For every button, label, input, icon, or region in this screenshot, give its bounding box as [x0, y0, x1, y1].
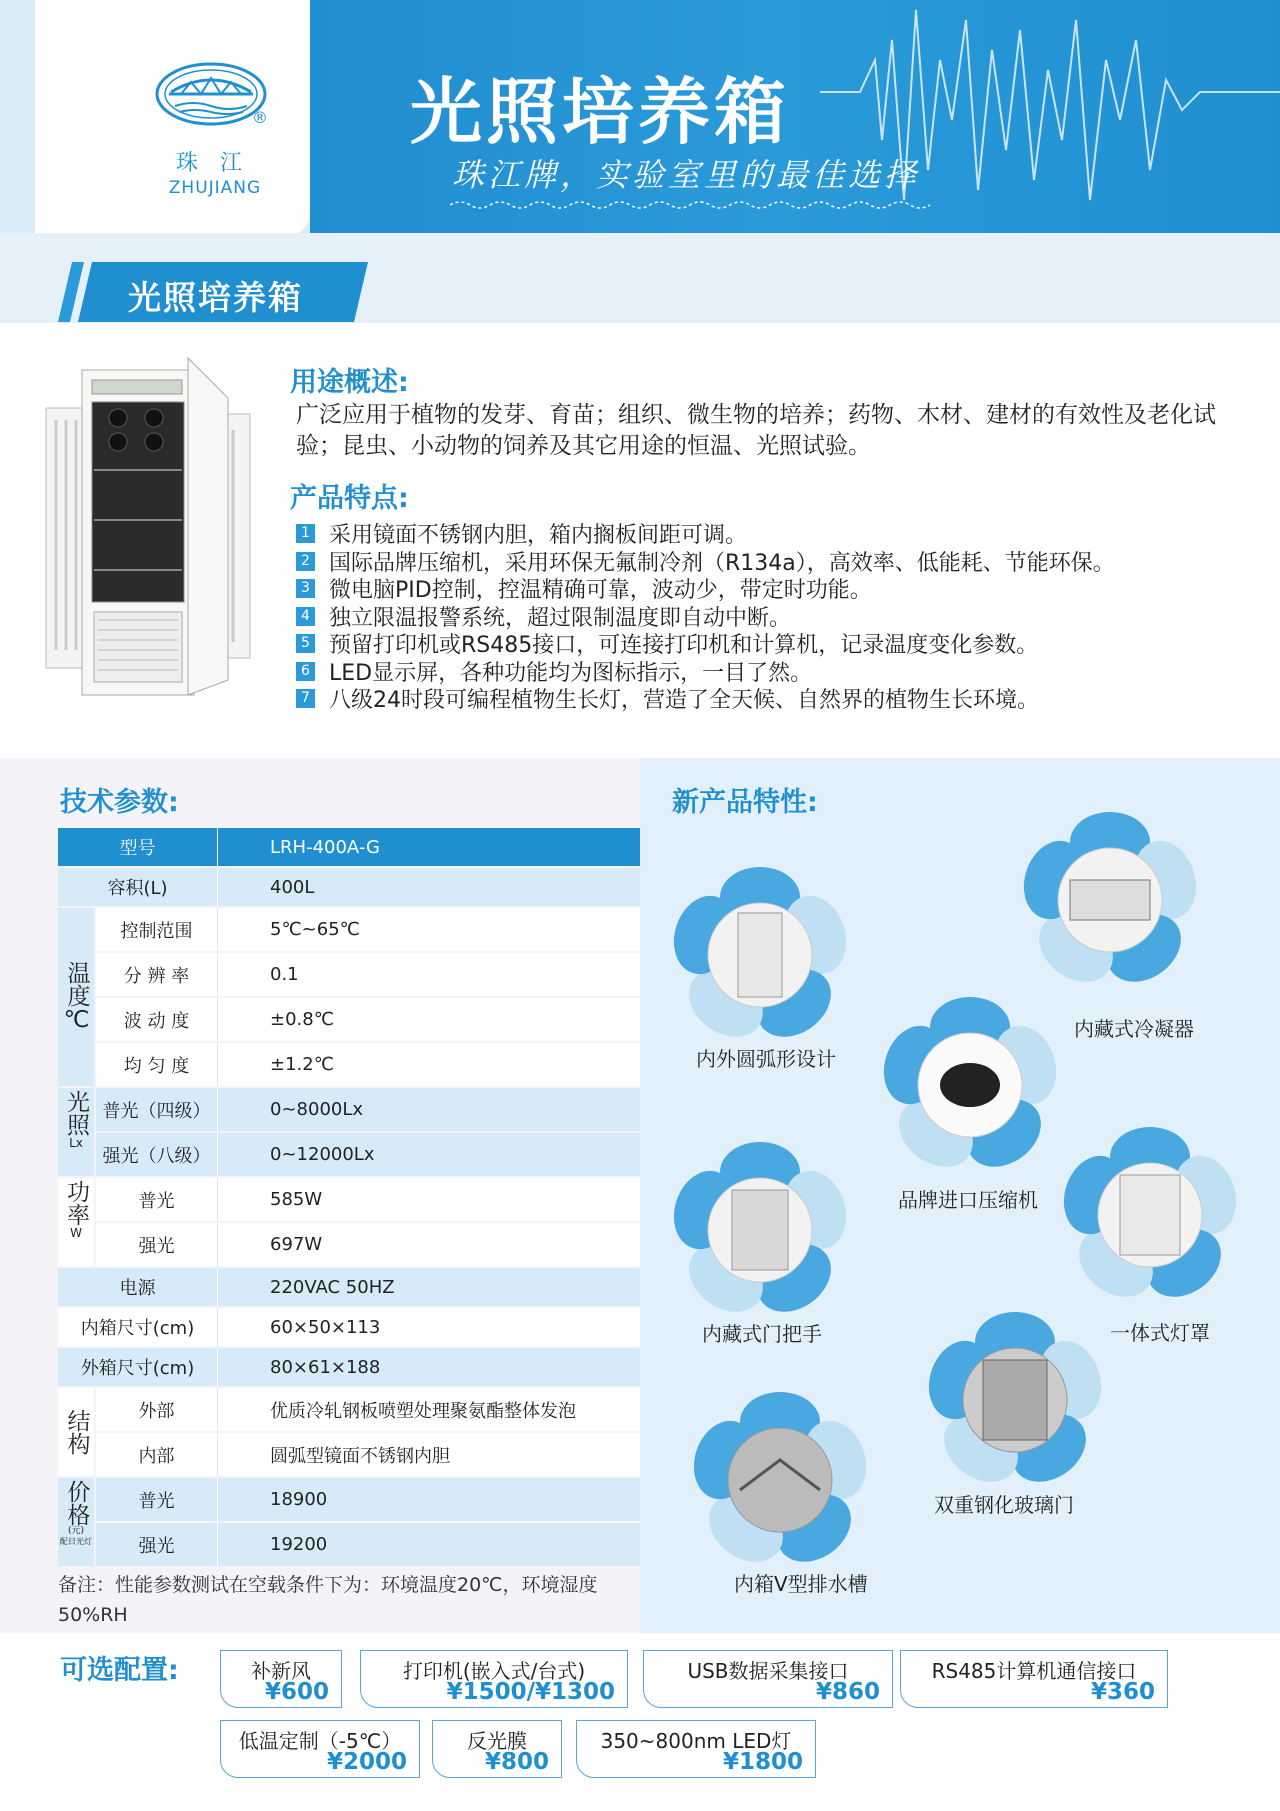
temp-group-label: 温度℃: [58, 908, 94, 1086]
spec-row: [58, 868, 640, 906]
temp-value: 0.1: [270, 964, 299, 985]
option-name: 350~800nm LED灯: [600, 1729, 792, 1753]
feature-text: 八级24时段可编程植物生长灯，营造了全天候、自然界的植物生长环境。: [329, 688, 1039, 714]
option-name: RS485计算机通信接口: [931, 1659, 1137, 1683]
option-name: 低温定制（-5℃）: [238, 1729, 402, 1753]
temp-label: 均 匀 度: [96, 1043, 218, 1086]
spec-header-row: [58, 828, 640, 866]
light-group-label: [58, 1088, 94, 1176]
feature-item: [296, 685, 1256, 713]
feature-caption: 内外圆弧形设计: [696, 1047, 836, 1071]
option-price: ¥600: [264, 1679, 329, 1705]
price-label: 强光: [96, 1523, 218, 1566]
section-title: 光照培养箱: [128, 278, 303, 317]
features-heading: 产品特点:: [290, 483, 409, 514]
option-box: [643, 1650, 893, 1708]
blob-compressor: [874, 997, 1066, 1181]
spec-row: [96, 1088, 640, 1131]
options-heading: 可选配置:: [60, 1655, 179, 1686]
option-name: 打印机(嵌入式/台式): [402, 1659, 586, 1683]
bridge-logo-icon: [155, 62, 267, 126]
feature-item: [296, 548, 1256, 576]
outer-size-label: 外箱尺寸(cm): [58, 1348, 218, 1386]
specs-heading: 技术参数:: [60, 787, 179, 818]
page-title: 光照培养箱: [410, 70, 791, 154]
feature-number: 5: [296, 634, 315, 653]
struct-value: 优质冷轧钢板喷塑处理聚氨酯整体发泡: [270, 1400, 576, 1422]
option-box: [220, 1650, 342, 1708]
feature-item: [296, 575, 1256, 603]
temp-value: ±0.8℃: [270, 1009, 334, 1030]
feature-item: [296, 603, 1256, 631]
feature-number: 6: [296, 662, 315, 681]
option-name: USB数据采集接口: [687, 1659, 849, 1683]
temp-label: 控制范围: [96, 908, 218, 951]
option-price: ¥2000: [326, 1749, 407, 1775]
model-label: 型号: [58, 828, 218, 866]
blob-door-handle: [664, 1142, 856, 1326]
feature-text: 国际品牌压缩机，采用环保无氟制冷剂（R134a），高效率、低能耗、节能环保。: [329, 550, 1115, 576]
light-label: 强光（八级）: [96, 1133, 218, 1176]
feature-text: LED显示屏，各种功能均为图标指示，一目了然。: [329, 660, 813, 686]
power-label: 普光: [96, 1178, 218, 1221]
inner-size-label: 内箱尺寸(cm): [58, 1308, 218, 1346]
light-label: 普光（四级）: [96, 1088, 218, 1131]
power-value: 585W: [270, 1189, 323, 1210]
blob-round-design: [664, 867, 856, 1051]
volume-value: 400L: [270, 876, 315, 898]
feature-caption: 内箱V型排水槽: [734, 1572, 868, 1596]
features-list: [296, 520, 1256, 713]
spec-row: [96, 1388, 640, 1431]
temp-label: 分 辨 率: [96, 953, 218, 996]
spec-row: [96, 908, 640, 951]
struct-group-label: 结构: [58, 1388, 94, 1476]
option-price: ¥800: [484, 1749, 549, 1775]
incubator-product-image: [38, 350, 258, 705]
feature-text: 预留打印机或RS485接口，可连接打印机和计算机，记录温度变化参数。: [329, 633, 1039, 659]
spec-row: [96, 1478, 640, 1521]
inner-size-value: 60×50×113: [270, 1316, 381, 1338]
struct-value: 圆弧型镜面不锈钢内胆: [270, 1445, 450, 1467]
price-label: 普光: [96, 1478, 218, 1521]
spec-row: [96, 998, 640, 1041]
spec-row: [96, 1223, 640, 1266]
feature-text: 采用镜面不锈钢内胆，箱内搁板间距可调。: [329, 523, 748, 549]
feature-caption: 内藏式冷凝器: [1074, 1017, 1194, 1041]
option-box: [576, 1720, 816, 1778]
blob-glass-door: [919, 1312, 1111, 1496]
light-group-main: 光照: [63, 1090, 89, 1136]
slogan: 珠江牌，实验室里的最佳选择: [452, 156, 921, 194]
power-group-label: [58, 1178, 94, 1266]
feature-number: 3: [296, 579, 315, 598]
spec-row: [58, 1348, 640, 1386]
outer-size-value: 80×61×188: [270, 1356, 381, 1378]
blob-lamp-cover: [1054, 1127, 1246, 1311]
supply-label: 电源: [58, 1268, 218, 1306]
supply-value: 220VAC 50HZ: [270, 1276, 395, 1298]
feature-caption: 双重钢化玻璃门: [934, 1493, 1074, 1517]
feature-number: 1: [296, 524, 315, 543]
spec-row: [58, 1308, 640, 1346]
option-price: ¥1800: [722, 1749, 803, 1775]
option-box: [432, 1720, 562, 1778]
logo-name-cn: 珠江: [175, 151, 264, 176]
price-value: 18900: [270, 1489, 328, 1510]
model-value: LRH-400A-G: [270, 836, 380, 858]
temp-value: 5℃~65℃: [270, 919, 360, 940]
feature-text: 独立限温报警系统，超过限制温度即自动中断。: [329, 605, 792, 631]
feature-caption: 一体式灯罩: [1110, 1321, 1210, 1345]
struct-label: 外部: [96, 1388, 218, 1431]
feature-number: 7: [296, 689, 315, 708]
feature-number: 2: [296, 552, 315, 571]
option-price: ¥360: [1090, 1679, 1155, 1705]
temp-value: ±1.2℃: [270, 1054, 334, 1075]
spec-row: [96, 1043, 640, 1086]
price-group-unit: (元): [67, 1526, 85, 1536]
wave-divider: [450, 199, 930, 211]
feature-caption: 内藏式门把手: [702, 1322, 822, 1346]
struct-label: 内部: [96, 1433, 218, 1476]
spec-row: [96, 1178, 640, 1221]
usage-heading: 用途概述:: [290, 367, 409, 398]
spec-table: [58, 828, 640, 1564]
option-box: [220, 1720, 420, 1778]
light-value: 0~8000Lx: [270, 1099, 364, 1120]
volume-label: 容积(L): [58, 868, 218, 906]
blob-condenser: [1014, 812, 1206, 996]
feature-item: [296, 520, 1256, 548]
usage-text: 广泛应用于植物的发芽、育苗；组织、微生物的培养；药物、木材、建材的有效性及老化试验；昆虫、小动物的饲养及其它用途的恒温、光照试验。: [296, 402, 1216, 459]
spec-row: [96, 1433, 640, 1476]
spec-row: [96, 953, 640, 996]
registered-mark: ®: [252, 108, 268, 127]
option-price: ¥860: [815, 1679, 880, 1705]
feature-number: 4: [296, 607, 315, 626]
option-price: ¥1500/¥1300: [446, 1679, 615, 1705]
spec-row: [96, 1523, 640, 1566]
price-value: 19200: [270, 1534, 328, 1555]
power-group-unit: W: [70, 1226, 82, 1240]
price-group-main: 价格: [63, 1480, 90, 1526]
option-box: [900, 1650, 1168, 1708]
logo-name-en: ZHUJIANG: [168, 178, 262, 198]
spec-row: [96, 1133, 640, 1176]
feature-caption: 品牌进口压缩机: [898, 1188, 1038, 1212]
light-group-unit: Lx: [69, 1136, 83, 1150]
price-group-label: [58, 1478, 94, 1566]
power-value: 697W: [270, 1234, 323, 1255]
option-name: 补新风: [251, 1659, 311, 1683]
feature-item: [296, 630, 1256, 658]
light-value: 0~12000Lx: [270, 1144, 375, 1165]
option-box: [360, 1650, 628, 1708]
spec-row: [58, 1268, 640, 1306]
option-name: 反光膜: [467, 1729, 527, 1753]
temp-label: 波 动 度: [96, 998, 218, 1041]
power-group-main: 功率: [63, 1180, 89, 1226]
power-label: 强光: [96, 1223, 218, 1266]
feature-text: 微电脑PID控制，控温精确可靠，波动少，带定时功能。: [329, 578, 872, 604]
blob-drain: [684, 1392, 876, 1576]
price-group-note: 配日光灯: [60, 1537, 92, 1546]
spec-note: 备注：性能参数测试在空载条件下为：环境温度20℃，环境湿度50%RH: [58, 1574, 598, 1626]
new-features-heading: 新产品特性:: [672, 787, 818, 818]
feature-item: [296, 658, 1256, 686]
